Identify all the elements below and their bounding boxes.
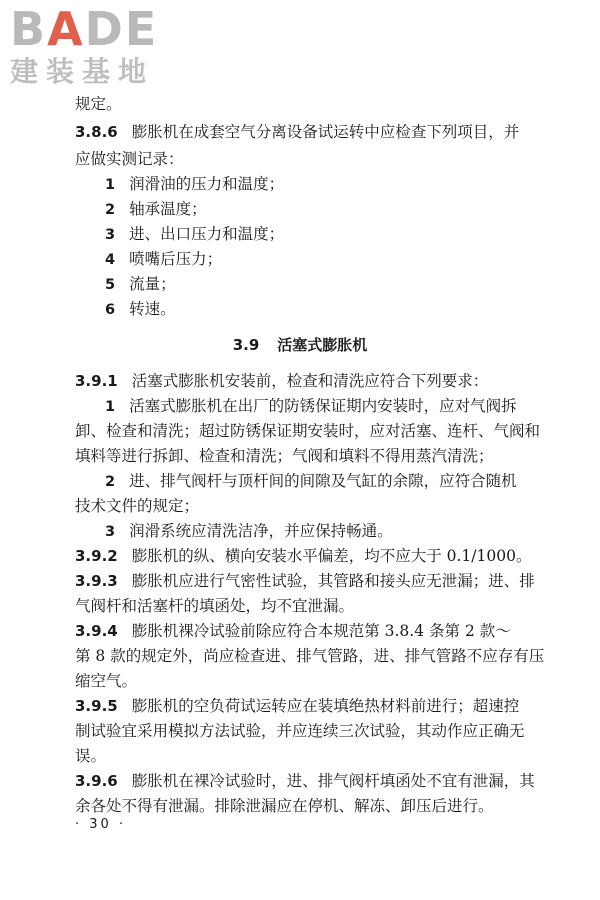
clause-text: 膨胀机裸冷试验前除应符合本规范第 3.8.4 条第 2 款～ <box>131 622 511 640</box>
clause-3-9-3 <box>75 571 535 591</box>
list-item <box>105 274 176 295</box>
clause-3-9-5 <box>75 696 519 716</box>
paragraph-line: 第 8 款的规定外，尚应检查进、排气管路，进、排气管路不应存有压 <box>75 647 545 665</box>
item-number: 2 <box>105 474 116 490</box>
item-text: 润滑油的压力和温度； <box>129 175 285 193</box>
clause-number: 3.9.6 <box>75 772 118 790</box>
item-text: 喷嘴后压力； <box>129 250 223 268</box>
paragraph-line: 误。 <box>75 747 107 765</box>
clause-3-8-6 <box>75 122 519 142</box>
clause-number: 3.9.3 <box>75 572 118 590</box>
item-number: 3 <box>105 524 116 540</box>
item-number: 2 <box>105 202 116 218</box>
paragraph-line: 余各处不得有泄漏。排除泄漏应在停机、解冻、卸压后进行。 <box>75 797 494 815</box>
clause-text: 活塞式膨胀机安装前，检查和清洗应符合下列要求： <box>131 372 489 390</box>
list-item <box>105 299 176 320</box>
clause-number: 3.8.6 <box>75 123 118 141</box>
item-text: 进、排气阀杆与顶杆间的间隙及气缸的余隙，应符合随机 <box>129 472 517 490</box>
clause-3-9-4 <box>75 621 511 641</box>
clause-text: 膨胀机在成套空气分离设备试运转中应检查下列项目，并 <box>131 123 520 141</box>
clause-number: 3.9.2 <box>75 547 118 565</box>
list-item <box>105 249 222 270</box>
watermark-letters-de: DE <box>84 2 159 56</box>
list-item <box>105 224 284 245</box>
clause-text: 膨胀机应进行气密性试验，其管路和接头应无泄漏；进、排 <box>131 572 535 590</box>
paragraph-line: 规定。 <box>75 95 122 113</box>
clause-text: 膨胀机在裸冷试验时，进、排气阀杆填函处不宜有泄漏，其 <box>131 772 535 790</box>
paragraph-line: 卸、检查和清洗；超过防锈保证期安装时，应对活塞、连杆、气阀和 <box>75 422 541 440</box>
paragraph-line: 气阀杆和活塞杆的填函处，均不宜泄漏。 <box>75 597 355 615</box>
list-item <box>105 199 207 220</box>
item-number: 5 <box>105 277 116 293</box>
page-number: · 30 · <box>75 817 127 832</box>
clause-3-9-1 <box>75 371 488 391</box>
clause-text: 膨胀机的纵、横向安装水平偏差，均不应大于 0.1/1000。 <box>131 547 532 565</box>
clause-number: 3.9.5 <box>75 697 118 715</box>
item-number: 3 <box>105 227 116 243</box>
item-text: 轴承温度； <box>129 200 207 218</box>
clause-number: 3.9.1 <box>75 372 118 390</box>
item-number: 6 <box>105 302 116 318</box>
item-text: 转速。 <box>129 300 176 318</box>
section-number: 3.9 <box>232 336 260 354</box>
item-number: 4 <box>105 252 116 268</box>
clause-text: 膨胀机的空负荷试运转应在装填绝热材料前进行；超速控 <box>131 697 520 715</box>
item-text: 润滑系统应清洗洁净，并应保持畅通。 <box>129 522 393 540</box>
paragraph-line: 技术文件的规定； <box>75 497 200 515</box>
paragraph-line: 制试验宜采用模拟方法试验，并应连续三次试验，其动作应正确无 <box>75 722 525 740</box>
paragraph-line: 应做实测记录： <box>75 150 184 168</box>
watermark-subtitle: 建装基地 <box>10 55 155 88</box>
list-item <box>105 396 517 417</box>
item-number: 1 <box>105 177 116 193</box>
item-text: 活塞式膨胀机在出厂的防锈保证期内安装时，应对气阀拆 <box>129 397 517 415</box>
watermark-letter-a: A <box>47 2 85 56</box>
clause-3-9-2 <box>75 546 531 566</box>
item-text: 流量； <box>129 275 176 293</box>
clause-3-9-6 <box>75 771 535 791</box>
item-text: 进、出口压力和温度； <box>129 225 285 243</box>
watermark-letter-b: B <box>10 2 48 56</box>
list-item <box>105 521 393 542</box>
paragraph-line: 缩空气。 <box>75 672 138 690</box>
list-item <box>105 174 284 195</box>
section-heading-3-9 <box>0 335 600 355</box>
paragraph-line: 填料等进行拆卸、检查和清洗；气阀和填料不得用蒸汽清洗； <box>75 447 494 465</box>
list-item <box>105 471 517 492</box>
item-number: 1 <box>105 399 116 415</box>
section-title: 活塞式膨胀机 <box>277 336 368 354</box>
clause-number: 3.9.4 <box>75 622 118 640</box>
